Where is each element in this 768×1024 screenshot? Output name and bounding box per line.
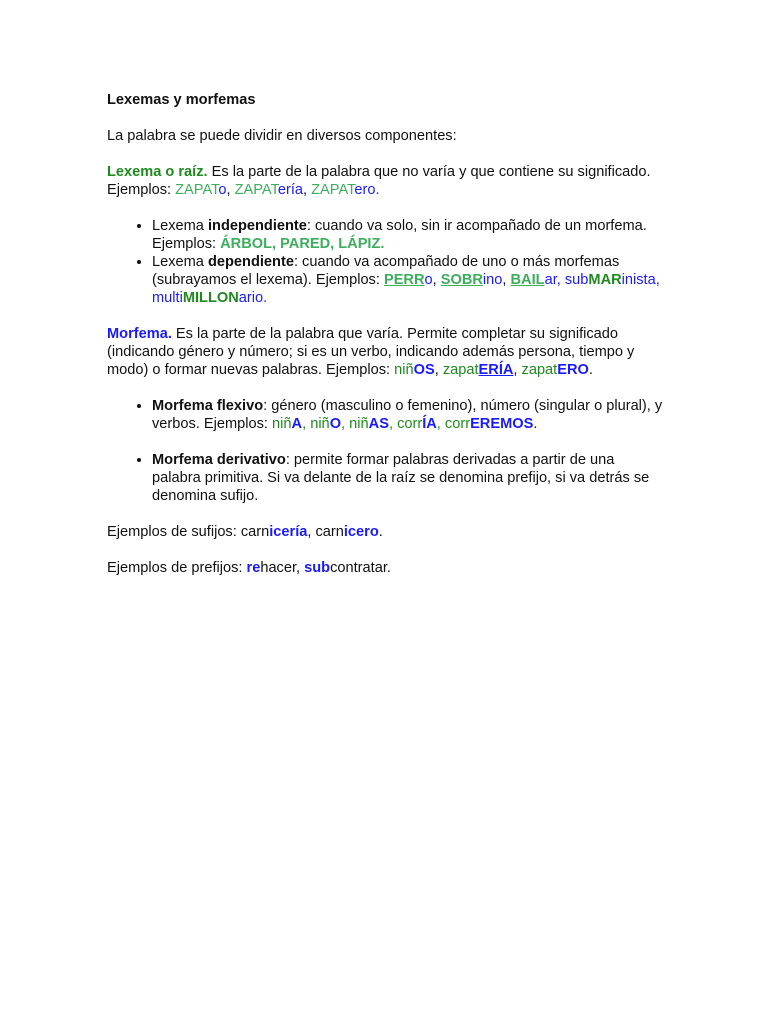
lexema-definition: Es la parte de la palabra que no varía y que contiene su significado. Ejemplos:	[107, 164, 651, 198]
dependent-example-suffix: ar	[544, 272, 557, 288]
sufijo-example-root: carn	[240, 524, 270, 540]
prefijo-example-root: contratar	[330, 560, 387, 576]
document-title: Lexemas y morfemas	[107, 92, 256, 108]
morfema-example-root: zapat	[442, 362, 479, 378]
dependent-example-prefix: multi	[152, 290, 183, 306]
sufijos-paragraph: Ejemplos de sufijos: carnicería, carnicero.	[107, 524, 383, 540]
flexivo-example-root: corr	[397, 416, 423, 432]
item-description: : permite formar palabras derivadas a partir de una palabra primitiva. Si va delante de la raíz se denomina prefijo, si va detrás se denomina sufijo.	[152, 452, 650, 504]
dependent-example-root: MAR	[588, 272, 622, 288]
list-item-lexema-dependiente: • Lexema dependiente: cuando va acompañado de uno o más morfemas (subrayamos el lexema). Ejemplos: PERRo, SOBRino, BAILar, subMARinista, multiMILLONario.	[152, 253, 667, 307]
item-prefix-text: Lexema	[152, 254, 208, 270]
list-item-lexema-independiente	[152, 217, 667, 253]
dependent-example-root: PERR	[383, 272, 425, 288]
flexivo-example-root: niñ	[272, 416, 292, 432]
morfema-example-root: niñ	[394, 362, 414, 378]
prefijo-example-prefix: re	[246, 560, 261, 576]
lexema-example-suffix: ero	[354, 182, 376, 198]
flexivo-example-suffix: O	[329, 416, 342, 432]
dependent-example-root: SOBR	[440, 272, 483, 288]
flexivo-example-suffix: EREMOS	[470, 416, 534, 432]
list-item-morfema-flexivo: • Morfema flexivo: género (masculino o femenino), número (singular o plural), y verbos. Ejemplos: niñA, niñO, niñAS, corrÍA, corrEREMOS.	[152, 397, 667, 433]
dependent-example-root: BAIL	[510, 272, 545, 288]
morfema-paragraph: Morfema. Es la parte de la palabra que varía. Permite completar su significado (indicando género y número; si es un verbo, indicando además persona, tiempo y modo) o formar nuevas palabras. Ejemplos: niñOS, zapatERÍA, zapatERO.	[107, 326, 635, 378]
item-bold-term: Morfema derivativo	[152, 452, 286, 468]
sufijo-example-root: carn	[315, 524, 344, 540]
dependent-example-root: MILLON	[182, 290, 239, 306]
morfema-example-root: zapat	[521, 362, 558, 378]
sufijos-label: Ejemplos de sufijos:	[107, 524, 241, 540]
morfema-definition: Es la parte de la palabra que varía. Permite completar su significado (indicando género y número; si es un verbo, indicando además persona, tiempo y modo) o formar nuevas palabras. Ejemplos:	[107, 326, 635, 378]
lexema-example-root: ZAPAT	[234, 182, 278, 198]
flexivo-example-root: corr	[444, 416, 471, 432]
prefijo-example-prefix: sub	[304, 560, 331, 576]
sufijo-example-suffix: icero	[343, 524, 379, 540]
flexivo-example-suffix: ÍA	[422, 416, 437, 432]
lexema-paragraph: Lexema o raíz. Es la parte de la palabra que no varía y que contiene su significado. Ejemplos: ZAPATo, ZAPATería, ZAPATero.	[107, 164, 651, 198]
list-item-morfema-derivativo	[152, 451, 667, 505]
dependent-example-suffix: ino	[482, 272, 503, 288]
independent-examples: ÁRBOL, PARED, LÁPIZ.	[220, 236, 385, 252]
morfema-types-list	[107, 397, 667, 505]
lexema-example-root: ZAPAT	[311, 182, 355, 198]
document-content	[107, 91, 667, 595]
item-bold-term: dependiente	[207, 254, 294, 270]
morfema-term: Morfema.	[107, 326, 172, 342]
prefijo-example-root: hacer	[260, 560, 297, 576]
item-prefix-text: Lexema	[152, 218, 208, 234]
dependent-example-suffix: o	[424, 272, 433, 288]
flexivo-example-root: niñ	[310, 416, 330, 432]
dependent-example-suffix: ario	[238, 290, 264, 306]
lexema-term: Lexema o raíz.	[107, 164, 208, 180]
prefijos-paragraph: Ejemplos de prefijos: rehacer, subcontratar.	[107, 560, 391, 576]
item-description: : cuando va solo, sin ir acompañado de un morfema. Ejemplos:	[152, 218, 647, 252]
lexema-example-suffix: ería	[277, 182, 304, 198]
prefijos-label: Ejemplos de prefijos:	[107, 560, 247, 576]
item-bold-term: Morfema flexivo	[152, 398, 264, 414]
item-bold-term: independiente	[207, 218, 307, 234]
item-description: : género (masculino o femenino), número (singular o plural), y verbos. Ejemplos:	[152, 398, 663, 432]
item-description: : cuando va acompañado de uno o más morfemas (subrayamos el lexema). Ejemplos:	[152, 254, 620, 288]
flexivo-example-suffix: AS	[368, 416, 389, 432]
flexivo-example-root: niñ	[349, 416, 369, 432]
lexema-example-suffix: o	[218, 182, 227, 198]
morfema-example-suffix: ERÍA	[478, 362, 514, 378]
morfema-example-suffix: ERO	[557, 362, 589, 378]
lexema-example-root: ZAPAT	[175, 182, 219, 198]
dependent-example-suffix: inista	[621, 272, 656, 288]
lexema-types-list	[107, 217, 667, 307]
dependent-example-prefix: sub	[564, 272, 589, 288]
intro-paragraph: La palabra se puede dividir en diversos componentes:	[107, 128, 457, 144]
morfema-example-suffix: OS	[413, 362, 435, 378]
sufijo-example-suffix: icería	[269, 524, 308, 540]
flexivo-example-suffix: A	[291, 416, 303, 432]
